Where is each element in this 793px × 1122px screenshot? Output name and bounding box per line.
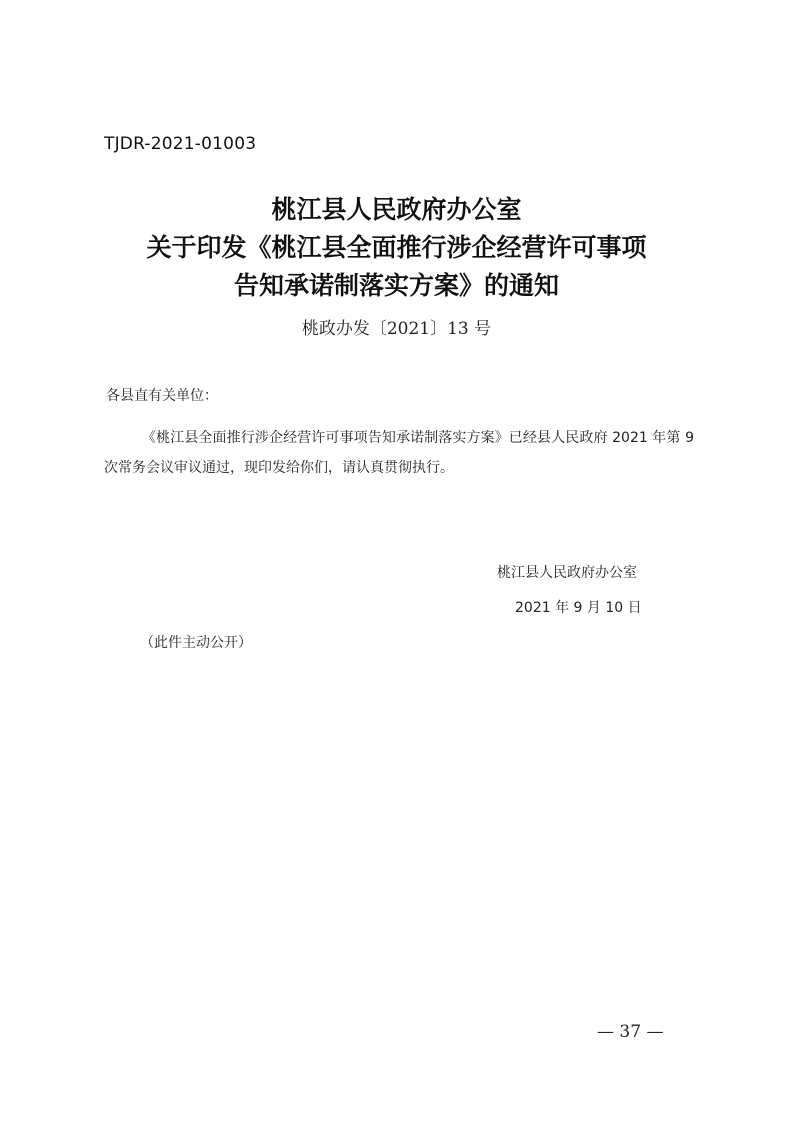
title-line-1: 桃江县人民政府办公室 xyxy=(271,195,522,224)
title-line-2: 关于印发《桃江县全面推行涉企经营许可事项 xyxy=(146,233,647,262)
document-title xyxy=(0,191,793,305)
document-code: TJDR-2021-01003 xyxy=(104,134,257,154)
document-number: 桃政办发〔2021〕13 号 xyxy=(301,319,492,339)
signature-organization: 桃江县人民政府办公室 xyxy=(497,565,637,581)
signature-date: 2021 年 9 月 10 日 xyxy=(515,600,642,616)
addressee: 各县直有关单位： xyxy=(106,388,218,404)
body-paragraph: 《桃江县全面推行涉企经营许可事项告知承诺制落实方案》已经县人民政府 2021 年第 9 次常务会议审议通过，现印发给你们，请认真贯彻执行。 xyxy=(104,430,694,476)
title-line-3: 告知承诺制落实方案》的通知 xyxy=(233,271,559,300)
disclosure-note: （此件主动公开） xyxy=(140,635,252,651)
page-number: — 37 — xyxy=(597,1022,664,1042)
